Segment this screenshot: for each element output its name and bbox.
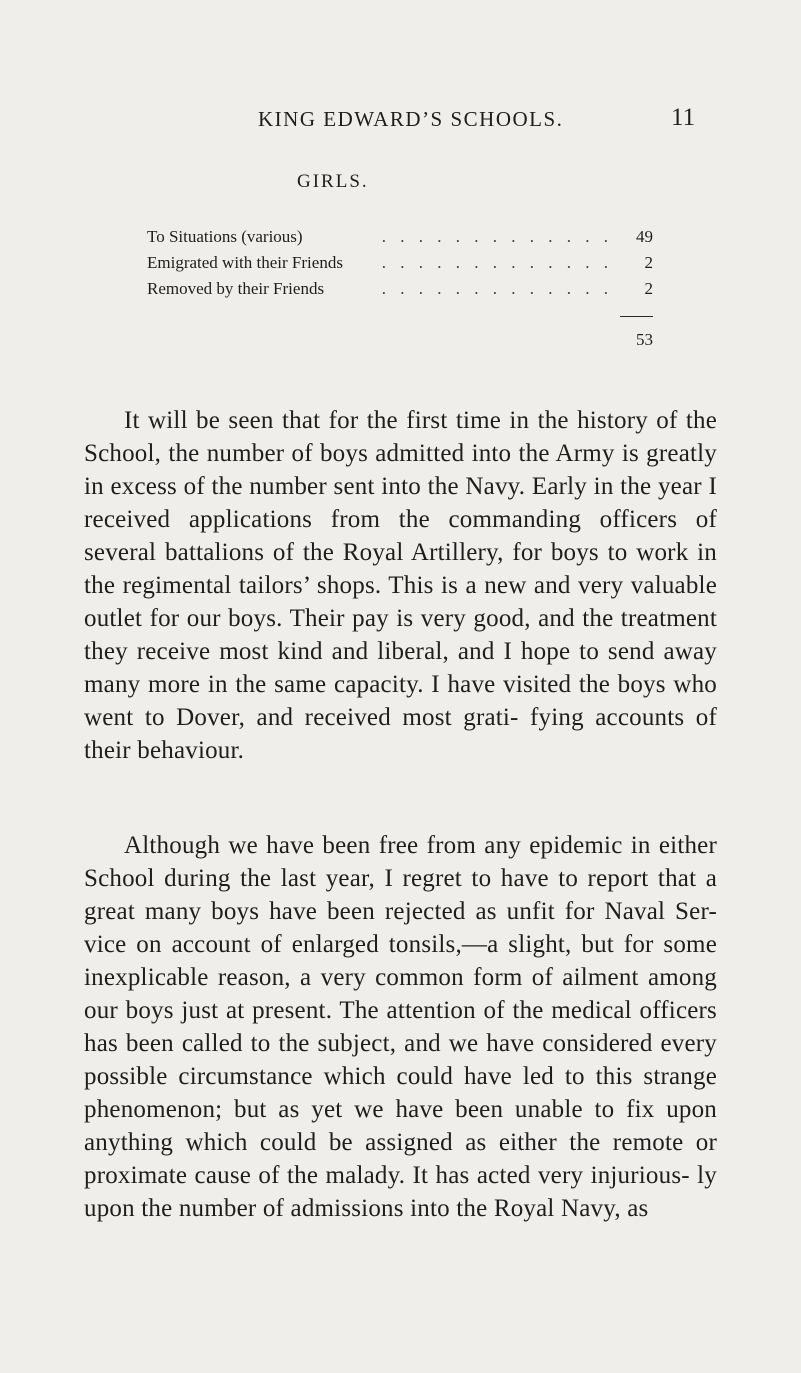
running-title: KING EDWARD’S SCHOOLS. [258,107,564,131]
ledger-value: 49 [636,227,653,246]
ledger-row [147,224,653,250]
dot-leader: . . . . . . . . . . . . . [381,227,613,246]
dot-leader: . . . . . . . . . . . . . [381,279,613,298]
ledger-row [147,250,653,276]
running-head [0,104,801,134]
ledger-value: 2 [644,279,653,298]
ledger-value: 2 [644,253,653,272]
body-paragraph: It will be seen that for the first time in the history of the School, the number of boys admitted into the Army is greatly in excess of the number sent into the Navy. Early in the year I received applications from the commanding officers of several battalions of the Royal Artillery, for boys to work in the regimental tailors’ shops. This is a new and very valuable outlet for our boys. Their pay is very good, and the treatment they receive most kind and liberal, and I hope to send away many more in the same capacity. I have visited the boys who went to Dover, and received most grati- fying accounts of their behaviour. [84,407,717,764]
girls-ledger [147,224,653,349]
ledger-label: Emigrated with their Friends [147,250,349,276]
body-paragraph: Although we have been free from any epidemic in either School during the last year, I regret to have to report that a great many boys have been rejected as unfit for Naval Ser- vice on account of enlarged tonsils,—a slight, but for some inexplicable reason, a very common form of ailment among our boys just at present. The attention of the medical officers has been called to the subject, and we have considered every possible circumstance which could have led to this strange phenomenon; but as yet we have been unable to fix upon anything which could be assigned as either the remote or proximate cause of the malady. It has acted very injurious- ly upon the number of admissions into the Royal Navy, as [84,832,717,1222]
ledger-row [147,276,653,302]
ledger-total: 53 [636,330,653,349]
ledger-label: To Situations (various) [147,224,309,250]
sum-rule [620,316,653,317]
dot-leader: . . . . . . . . . . . . . [381,253,613,272]
ledger-label: Removed by their Friends [147,276,330,302]
page-number: 11 [671,104,696,131]
section-heading: GIRLS. [297,171,369,192]
